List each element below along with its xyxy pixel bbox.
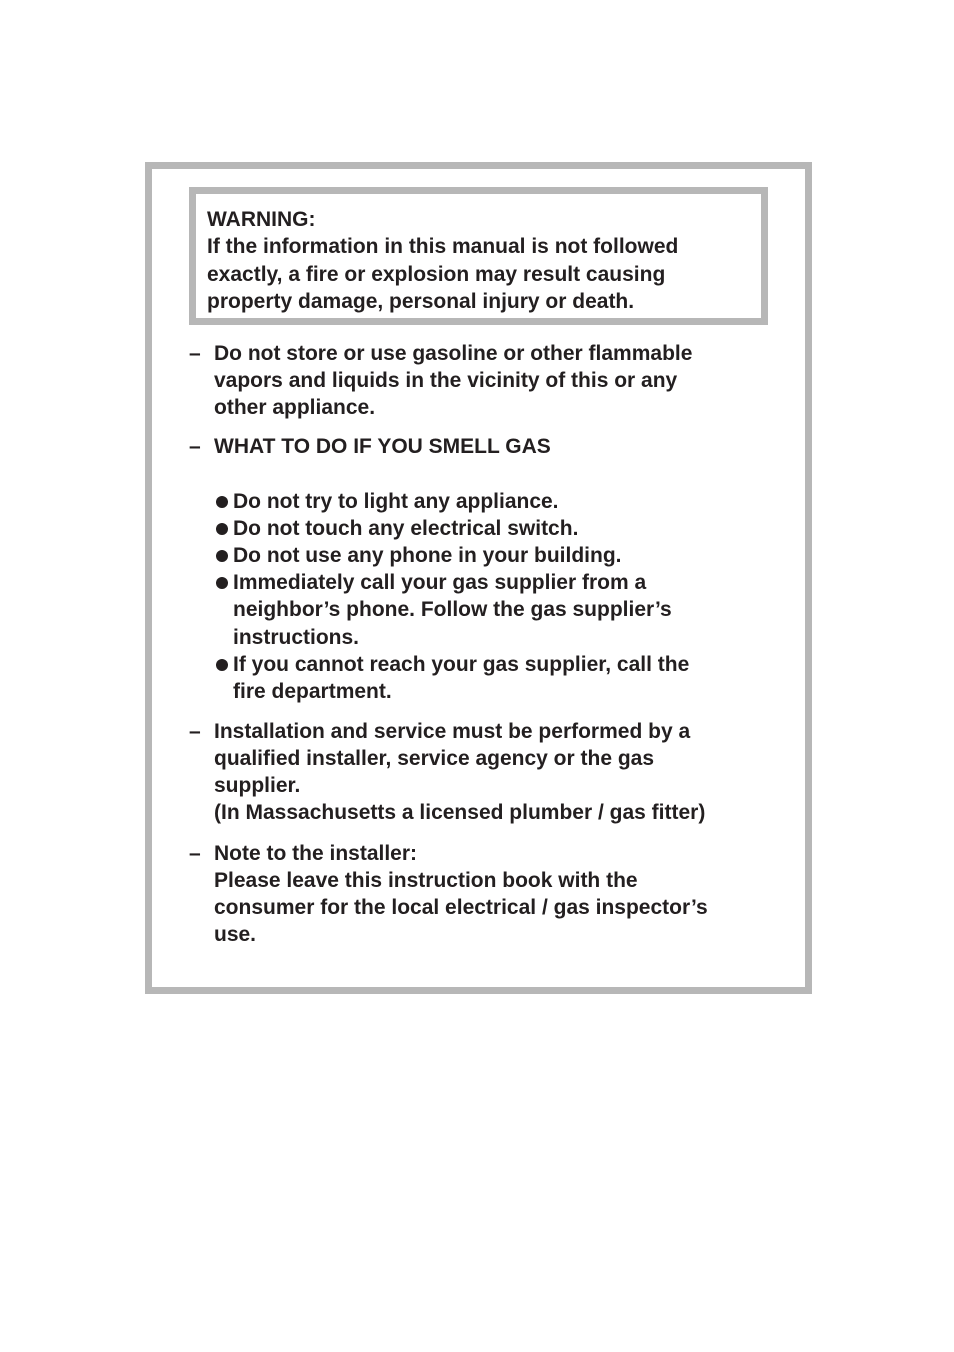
item-1-line: Do not store or use gasoline or other flammable	[214, 342, 693, 365]
bullet-line: fire department.	[233, 680, 392, 703]
warning-line: If the information in this manual is not followed	[207, 235, 679, 259]
item-4-line: Note to the installer:	[214, 842, 418, 865]
bullet-icon	[216, 496, 228, 508]
dash-marker: –	[189, 720, 201, 743]
dash-marker: –	[189, 342, 201, 365]
bullet-line: If you cannot reach your gas supplier, call the	[233, 653, 690, 676]
item-1-line: vapors and liquids in the vicinity of this or any	[214, 369, 678, 392]
item-4-line: use.	[214, 923, 257, 946]
item-3-line: supplier.	[214, 774, 301, 797]
bullet-line: Do not try to light any appliance.	[233, 490, 559, 513]
warning-line: exactly, a fire or explosion may result causing	[207, 262, 666, 286]
warning-title: WARNING:	[207, 208, 316, 231]
bullet-icon	[216, 577, 228, 589]
bullet-icon	[216, 523, 228, 535]
bullet-line: neighbor’s phone. Follow the gas supplier’s	[233, 598, 672, 621]
item-4-line: Please leave this instruction book with the	[214, 869, 638, 892]
bullet-line: Immediately call your gas supplier from a	[233, 571, 647, 594]
warning-text	[207, 206, 678, 315]
item-1-line: other appliance.	[214, 396, 376, 419]
bullet-icon	[216, 659, 228, 671]
bullet-line: instructions.	[233, 626, 360, 649]
item-3-line: (In Massachusetts a licensed plumber / gas fitter)	[214, 801, 706, 824]
dash-marker: –	[189, 435, 201, 458]
item-2-heading: WHAT TO DO IF YOU SMELL GAS	[214, 435, 551, 458]
bullet-line: Do not use any phone in your building.	[233, 544, 622, 567]
bullet-icon	[216, 550, 228, 562]
item-3-line: Installation and service must be performed by a	[214, 720, 691, 743]
item-3-line: qualified installer, service agency or the gas	[214, 747, 655, 770]
warning-box	[189, 187, 768, 325]
warning-line: property damage, personal injury or death.	[207, 289, 635, 313]
item-4-line: consumer for the local electrical / gas inspector’s	[214, 896, 708, 919]
dash-marker: –	[189, 842, 201, 865]
bullet-line: Do not touch any electrical switch.	[233, 517, 579, 540]
